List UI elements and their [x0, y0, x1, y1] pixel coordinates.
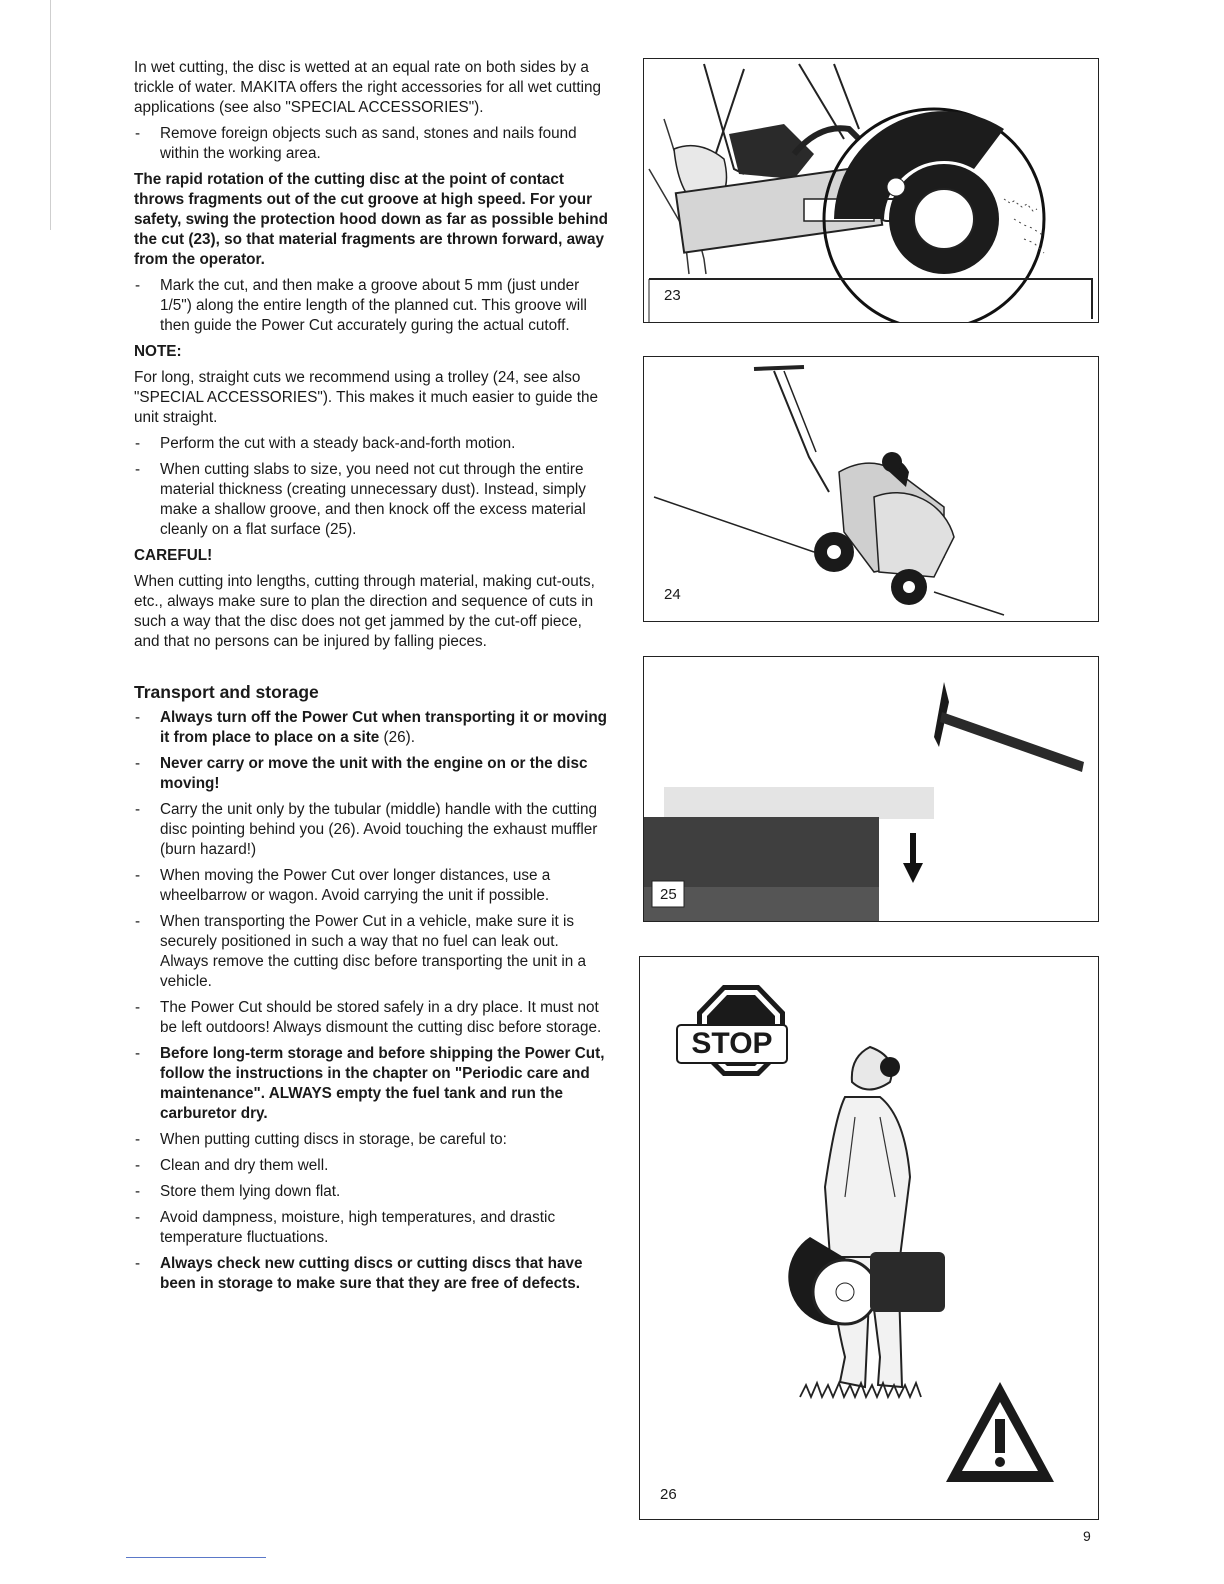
list-item: - The Power Cut should be stored safely in a dry place. It must not be left outdoors! Always dismount the cutting disc before storage.: [135, 999, 602, 1036]
list-item: - Avoid dampness, moisture, high temperatures, and drastic temperature fluctuations.: [135, 1209, 556, 1246]
power-cutter-illustration: [644, 59, 1098, 322]
note-heading: NOTE:: [134, 343, 182, 360]
figure-number: 23: [664, 287, 681, 304]
safety-warning: The rapid rotation of the cutting disc at the point of contact throws fragments out of the cut groove at high speed. For your safety, swing the protection hood down as far as possible behind the cut (23), so that material fragments are thrown forward, away from the operator.: [134, 171, 608, 268]
list-item: - Mark the cut, and then make a groove about 5 mm (just under 1/5") along the entire length of the planned cut. This groove will then guide the Power Cut accurately guring the actual cutoff.: [135, 277, 587, 334]
list-item: - Always turn off the Power Cut when transporting it or moving it from place to place on a site (26).: [135, 709, 608, 746]
item-text: Before long-term storage and before shipping the Power Cut, follow the instructions in the chapter on "Periodic care and maintenance". ALWAYS empty the fuel tank and run the carburetor dry.: [160, 1045, 605, 1122]
footer-rule: [126, 1557, 266, 1558]
list-item: - Before long-term storage and before shipping the Power Cut, follow the instructions in the chapter on "Periodic care and maintenance". ALWAYS empty the fuel tank and run the carburetor dry.: [135, 1045, 605, 1122]
item-text: Always check new cutting discs or cutting discs that have been in storage to make sure that they are free of defects.: [160, 1255, 583, 1292]
list-item: - Clean and dry them well.: [135, 1157, 329, 1174]
page-number: 9: [1083, 1528, 1091, 1544]
careful-heading: CAREFUL!: [134, 547, 213, 564]
figure-23: [643, 58, 1099, 323]
list-item: - Always check new cutting discs or cutting discs that have been in storage to make sure that they are free of defects.: [135, 1255, 583, 1292]
note-paragraph: For long, straight cuts we recommend using a trolley (24, see also "SPECIAL ACCESSORIES"). This makes it much easier to guide the unit straight.: [134, 369, 599, 426]
item-text: When transporting the Power Cut in a vehicle, make sure it is securely positioned in such a way that no fuel can leak out. Always remove the cutting disc before transporting the unit in a vehicle.: [160, 913, 586, 990]
figure-number: 26: [660, 1486, 677, 1503]
list-item: - Perform the cut with a steady back-and-forth motion.: [135, 435, 516, 452]
figure-number: 25: [660, 886, 677, 903]
list-item: - When transporting the Power Cut in a vehicle, make sure it is securely positioned in such a way that no fuel can leak out. Always remove the cutting disc before transporting the unit in a vehicle.: [135, 913, 586, 990]
item-text: Never carry or move the unit with the engine on or the disc moving!: [160, 755, 588, 792]
figure-25: [643, 656, 1099, 922]
item-text: Mark the cut, and then make a groove about 5 mm (just under 1/5") along the entire length of the planned cut. This groove will then guide the Power Cut accurately guring the actual cutoff.: [160, 277, 587, 334]
item-ref: (26).: [379, 729, 416, 746]
list-item: - Store them lying down flat.: [135, 1183, 341, 1200]
trolley-illustration: [644, 357, 1098, 621]
list-item: - When moving the Power Cut over longer distances, use a wheelbarrow or wagon. Avoid carrying the unit if possible.: [135, 867, 551, 904]
figure-26: [639, 956, 1099, 1520]
item-text: When putting cutting discs in storage, be careful to:: [160, 1131, 507, 1148]
careful-paragraph: When cutting into lengths, cutting through material, making cut-outs, etc., always make sure to plan the direction and sequence of cuts in such a way that the disc does not get jammed by the cut-off piece, and that no persons can be injured by falling pieces.: [134, 573, 595, 650]
item-text: Avoid dampness, moisture, high temperatures, and drastic temperature fluctuations.: [160, 1209, 556, 1246]
figure-24: [643, 356, 1099, 622]
item-text: Store them lying down flat.: [160, 1183, 341, 1200]
item-text: Always turn off the Power Cut when transporting it or moving it from place to place on a site: [160, 709, 608, 746]
stop-sign-label: STOP: [691, 1027, 773, 1060]
item-text: When cutting slabs to size, you need not cut through the entire material thickness (creating unnecessary dust). Instead, simply make a shallow groove, and then knock off the excess material cleanly on a flat surface (25).: [160, 461, 586, 538]
item-text: The Power Cut should be stored safely in a dry place. It must not be left outdoors! Always dismount the cutting disc before storage.: [160, 999, 602, 1036]
wet-cutting-paragraph: In wet cutting, the disc is wetted at an equal rate on both sides by a trickle of water. MAKITA offers the right accessories for all wet cutting applications (see also "SPECIAL ACCESSORIES").: [134, 59, 602, 116]
section-title: Transport and storage: [134, 682, 319, 702]
item-text: Carry the unit only by the tubular (middle) handle with the cutting disc pointing behind you (26). Avoid touching the exhaust muffler (burn hazard!): [160, 801, 598, 858]
item-text: Perform the cut with a steady back-and-forth motion.: [160, 435, 516, 452]
list-item: - Carry the unit only by the tubular (middle) handle with the cutting disc pointing behind you (26). Avoid touching the exhaust muffler (burn hazard!): [135, 801, 598, 858]
item-text: When moving the Power Cut over longer distances, use a wheelbarrow or wagon. Avoid carrying the unit if possible.: [160, 867, 551, 904]
text-column: [134, 58, 608, 1300]
list-item: - Remove foreign objects such as sand, stones and nails found within the working area.: [135, 125, 577, 162]
list-item: - Never carry or move the unit with the engine on or the disc moving!: [135, 755, 588, 792]
hammer-slab-illustration: [644, 657, 1098, 921]
margin-rule: [50, 0, 51, 230]
item-text: Clean and dry them well.: [160, 1157, 329, 1174]
item-text: Remove foreign objects such as sand, stones and nails found within the working area.: [160, 125, 577, 162]
list-item: - When cutting slabs to size, you need not cut through the entire material thickness (creating unnecessary dust). Instead, simply make a shallow groove, and then knock off the excess material cleanly on a flat surface (25).: [135, 461, 586, 538]
figure-number: 24: [664, 586, 681, 603]
list-item: - When putting cutting discs in storage, be careful to:: [135, 1131, 507, 1148]
